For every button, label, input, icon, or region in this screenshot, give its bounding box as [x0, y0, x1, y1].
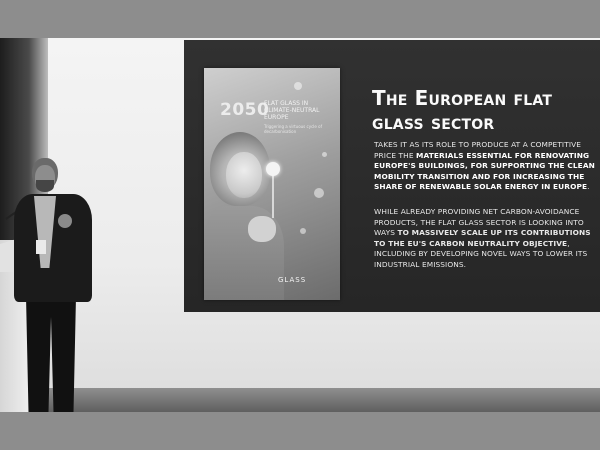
speaker-beard — [36, 180, 54, 192]
slide-title-line2: glass sector — [372, 110, 495, 134]
girl-hand — [248, 216, 276, 242]
stage-floor — [0, 388, 600, 412]
poster-year: 2050 — [220, 100, 270, 120]
para2-emphasis: TO MASSIVELY SCALE UP ITS CONTRIBUTIONS TO THE EU'S CARBON NEUTRALITY OBJECTIVE — [374, 228, 591, 248]
slide-paragraph-1 — [374, 140, 600, 193]
report-cover-image — [204, 68, 340, 300]
poster-title: FLAT GLASS IN CLIMATE-NEUTRAL EUROPE — [264, 100, 320, 121]
bokeh-dot — [322, 152, 327, 157]
slide-title-line1: The European flat — [372, 86, 553, 110]
girl-face — [226, 152, 262, 198]
para2-end: , INCLUDING BY DEVELOPING NOVEL WAYS TO LOWER ITS INDUSTRIAL EMISSIONS. — [374, 238, 588, 269]
speaker-hand — [58, 214, 72, 228]
para1-emphasis: MATERIALS ESSENTIAL FOR RENOVATING EUROPE'S BUILDINGS, FOR SUPPORTING THE CLEAN MOBILITY TRANSITION AND FOR INCREASING THE SHARE OF RENEWABLE SOLAR ENERGY IN EUROPE — [374, 150, 595, 192]
bokeh-dot — [294, 82, 302, 90]
letterbox-top — [0, 0, 600, 38]
dandelion-stem — [272, 174, 274, 218]
slide-title — [372, 86, 600, 134]
para2-text: WHILE ALREADY PROVIDING NET CARBON-AVOIDANCE PRODUCTS, THE FLAT GLASS SECTOR IS LOOKING INTO WAYS — [374, 207, 584, 238]
para1-text: TAKES IT AS ITS ROLE TO PRODUCE AT A COMPETITIVE PRICE THE — [374, 140, 582, 160]
dandelion-icon — [266, 162, 280, 176]
bokeh-dot — [300, 228, 306, 234]
bokeh-dot — [314, 188, 324, 198]
letterbox-bottom — [0, 412, 600, 450]
poster-subtitle: Triggering a virtuous cycle of decarbonisation — [264, 124, 323, 134]
speaker-badge — [36, 240, 46, 254]
slide-paragraph-2 — [374, 207, 600, 271]
para1-end: . — [587, 182, 590, 192]
poster-brand-logo: GLASS — [278, 276, 307, 284]
